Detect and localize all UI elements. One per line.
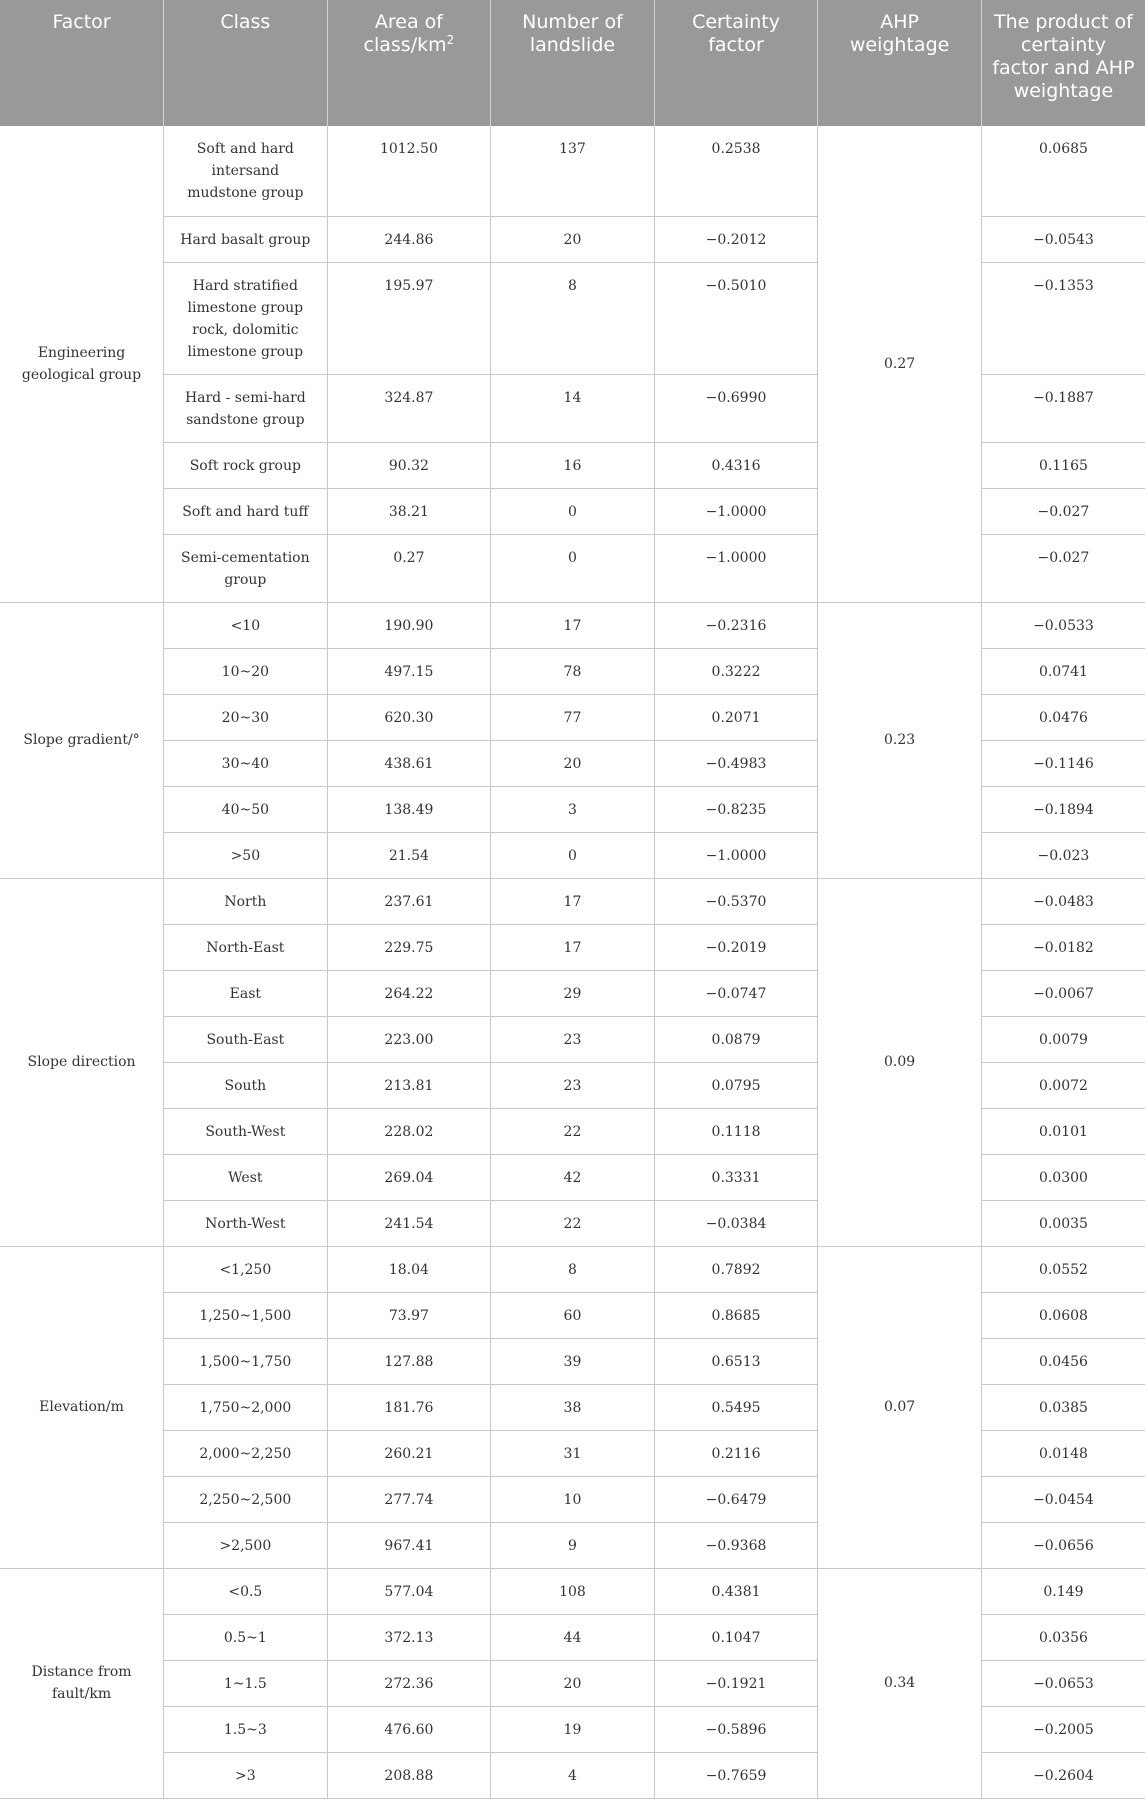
area-cell: 90.32 <box>327 442 491 488</box>
factor-cell: Elevation/m <box>0 1246 164 1568</box>
certainty-factor-cell: 0.3331 <box>654 1154 818 1200</box>
landslide-count-cell: 8 <box>491 1246 655 1292</box>
area-cell: 620.30 <box>327 694 491 740</box>
area-cell: 967.41 <box>327 1522 491 1568</box>
table-body <box>0 126 1145 1798</box>
certainty-factor-cell: −0.9368 <box>654 1522 818 1568</box>
area-cell: 264.22 <box>327 970 491 1016</box>
product-cell: −0.0454 <box>981 1476 1145 1522</box>
certainty-factor-cell: −0.5896 <box>654 1706 818 1752</box>
area-cell: 1012.50 <box>327 126 491 216</box>
area-cell: 127.88 <box>327 1338 491 1384</box>
ahp-weightage-cell: 0.27 <box>818 126 982 602</box>
header-area <box>327 0 491 126</box>
certainty-factor-cell: −0.7659 <box>654 1752 818 1798</box>
certainty-factor-cell: 0.7892 <box>654 1246 818 1292</box>
area-cell: 73.97 <box>327 1292 491 1338</box>
certainty-factor-cell: 0.2116 <box>654 1430 818 1476</box>
certainty-factor-cell: 0.3222 <box>654 648 818 694</box>
factor-cell: Distance from fault/km <box>0 1568 164 1798</box>
landslide-count-cell: 16 <box>491 442 655 488</box>
landslide-count-cell: 22 <box>491 1200 655 1246</box>
class-cell: South-East <box>164 1016 328 1062</box>
class-cell: 2,000~2,250 <box>164 1430 328 1476</box>
class-cell: 40~50 <box>164 786 328 832</box>
landslide-count-cell: 42 <box>491 1154 655 1200</box>
product-cell: −0.027 <box>981 488 1145 534</box>
landslide-count-cell: 23 <box>491 1062 655 1108</box>
class-cell: Hard stratified limestone group rock, dolomitic limestone group <box>164 262 328 374</box>
landslide-count-cell: 22 <box>491 1108 655 1154</box>
product-cell: −0.0483 <box>981 878 1145 924</box>
certainty-factor-cell: 0.0879 <box>654 1016 818 1062</box>
product-cell: 0.0385 <box>981 1384 1145 1430</box>
area-cell: 190.90 <box>327 602 491 648</box>
landslide-count-cell: 108 <box>491 1568 655 1614</box>
class-cell: Semi-cementation group <box>164 534 328 602</box>
landslide-count-cell: 137 <box>491 126 655 216</box>
area-cell: 577.04 <box>327 1568 491 1614</box>
product-cell: 0.0148 <box>981 1430 1145 1476</box>
product-cell: 0.0456 <box>981 1338 1145 1384</box>
product-cell: 0.0608 <box>981 1292 1145 1338</box>
table-row <box>0 1568 1145 1614</box>
certainty-factor-cell: −0.2019 <box>654 924 818 970</box>
product-cell: 0.0101 <box>981 1108 1145 1154</box>
product-cell: −0.023 <box>981 832 1145 878</box>
class-cell: <10 <box>164 602 328 648</box>
class-cell: <0.5 <box>164 1568 328 1614</box>
certainty-factor-cell: 0.4381 <box>654 1568 818 1614</box>
product-cell: 0.0741 <box>981 648 1145 694</box>
landslide-count-cell: 0 <box>491 534 655 602</box>
class-cell: 1,250~1,500 <box>164 1292 328 1338</box>
class-cell: >50 <box>164 832 328 878</box>
certainty-factor-cell: −0.2316 <box>654 602 818 648</box>
class-cell: >2,500 <box>164 1522 328 1568</box>
landslide-count-cell: 20 <box>491 1660 655 1706</box>
table-row <box>0 1246 1145 1292</box>
product-cell: −0.0533 <box>981 602 1145 648</box>
certainty-factor-cell: −1.0000 <box>654 832 818 878</box>
landslide-count-cell: 20 <box>491 740 655 786</box>
area-cell: 438.61 <box>327 740 491 786</box>
factor-cell: Engineering geological group <box>0 126 164 602</box>
landslide-count-cell: 9 <box>491 1522 655 1568</box>
class-cell: South <box>164 1062 328 1108</box>
table-row <box>0 878 1145 924</box>
header-area-superscript: 2 <box>446 33 455 47</box>
header-area-label: Area of class/km <box>363 11 447 56</box>
landslide-count-cell: 0 <box>491 488 655 534</box>
area-cell: 229.75 <box>327 924 491 970</box>
class-cell: 30~40 <box>164 740 328 786</box>
class-cell: 1,500~1,750 <box>164 1338 328 1384</box>
area-cell: 476.60 <box>327 1706 491 1752</box>
certainty-factor-cell: −0.6990 <box>654 374 818 442</box>
certainty-factor-cell: −0.4983 <box>654 740 818 786</box>
class-cell: North-West <box>164 1200 328 1246</box>
landslide-count-cell: 19 <box>491 1706 655 1752</box>
certainty-factor-cell: 0.8685 <box>654 1292 818 1338</box>
product-cell: −0.1894 <box>981 786 1145 832</box>
header-certainty-factor: Certainty factor <box>654 0 818 126</box>
header-ahp-weightage: AHP weightage <box>818 0 982 126</box>
area-cell: 277.74 <box>327 1476 491 1522</box>
ahp-weightage-cell: 0.23 <box>818 602 982 878</box>
header-row <box>0 0 1145 126</box>
header-class: Class <box>164 0 328 126</box>
ahp-weightage-cell: 0.07 <box>818 1246 982 1568</box>
landslide-count-cell: 77 <box>491 694 655 740</box>
landslide-count-cell: 17 <box>491 878 655 924</box>
product-cell: 0.0552 <box>981 1246 1145 1292</box>
area-cell: 237.61 <box>327 878 491 924</box>
product-cell: −0.1146 <box>981 740 1145 786</box>
certainty-factor-cell: −1.0000 <box>654 488 818 534</box>
certainty-factor-cell: 0.1047 <box>654 1614 818 1660</box>
product-cell: −0.0543 <box>981 216 1145 262</box>
landslide-count-cell: 20 <box>491 216 655 262</box>
product-cell: −0.0656 <box>981 1522 1145 1568</box>
certainty-factor-cell: −0.8235 <box>654 786 818 832</box>
certainty-factor-cell: −0.2012 <box>654 216 818 262</box>
area-cell: 272.36 <box>327 1660 491 1706</box>
landslide-count-cell: 39 <box>491 1338 655 1384</box>
product-cell: 0.0356 <box>981 1614 1145 1660</box>
class-cell: 0.5~1 <box>164 1614 328 1660</box>
class-cell: 2,250~2,500 <box>164 1476 328 1522</box>
product-cell: −0.1353 <box>981 262 1145 374</box>
area-cell: 181.76 <box>327 1384 491 1430</box>
product-cell: 0.1165 <box>981 442 1145 488</box>
certainty-factor-cell: 0.1118 <box>654 1108 818 1154</box>
class-cell: <1,250 <box>164 1246 328 1292</box>
product-cell: −0.2604 <box>981 1752 1145 1798</box>
product-cell: −0.0067 <box>981 970 1145 1016</box>
landslide-count-cell: 3 <box>491 786 655 832</box>
product-cell: 0.149 <box>981 1568 1145 1614</box>
class-cell: Soft and hard intersand mudstone group <box>164 126 328 216</box>
class-cell: East <box>164 970 328 1016</box>
certainty-factor-cell: 0.5495 <box>654 1384 818 1430</box>
class-cell: 1~1.5 <box>164 1660 328 1706</box>
product-cell: −0.2005 <box>981 1706 1145 1752</box>
landslide-count-cell: 23 <box>491 1016 655 1062</box>
area-cell: 223.00 <box>327 1016 491 1062</box>
certainty-factor-cell: −0.5370 <box>654 878 818 924</box>
area-cell: 228.02 <box>327 1108 491 1154</box>
area-cell: 213.81 <box>327 1062 491 1108</box>
certainty-factor-cell: −0.6479 <box>654 1476 818 1522</box>
header-product: The product of certainty factor and AHP weightage <box>981 0 1145 126</box>
area-cell: 260.21 <box>327 1430 491 1476</box>
area-cell: 0.27 <box>327 534 491 602</box>
landslide-count-cell: 78 <box>491 648 655 694</box>
area-cell: 372.13 <box>327 1614 491 1660</box>
class-cell: 10~20 <box>164 648 328 694</box>
certainty-factor-cell: −0.5010 <box>654 262 818 374</box>
landslide-count-cell: 8 <box>491 262 655 374</box>
certainty-factor-cell: 0.4316 <box>654 442 818 488</box>
class-cell: Soft and hard tuff <box>164 488 328 534</box>
landslide-count-cell: 14 <box>491 374 655 442</box>
landslide-count-cell: 17 <box>491 602 655 648</box>
certainty-factor-cell: −0.1921 <box>654 1660 818 1706</box>
certainty-factor-cell: −0.0747 <box>654 970 818 1016</box>
area-cell: 241.54 <box>327 1200 491 1246</box>
factor-cell: Slope gradient/° <box>0 602 164 878</box>
ahp-weightage-cell: 0.09 <box>818 878 982 1246</box>
certainty-factor-cell: 0.2538 <box>654 126 818 216</box>
area-cell: 38.21 <box>327 488 491 534</box>
ahp-weightage-cell: 0.34 <box>818 1568 982 1798</box>
certainty-factor-cell: 0.0795 <box>654 1062 818 1108</box>
area-cell: 18.04 <box>327 1246 491 1292</box>
class-cell: Hard basalt group <box>164 216 328 262</box>
class-cell: 20~30 <box>164 694 328 740</box>
area-cell: 208.88 <box>327 1752 491 1798</box>
class-cell: South-West <box>164 1108 328 1154</box>
landslide-count-cell: 29 <box>491 970 655 1016</box>
product-cell: 0.0079 <box>981 1016 1145 1062</box>
area-cell: 138.49 <box>327 786 491 832</box>
product-cell: 0.0300 <box>981 1154 1145 1200</box>
certainty-factor-cell: −1.0000 <box>654 534 818 602</box>
landslide-count-cell: 38 <box>491 1384 655 1430</box>
area-cell: 195.97 <box>327 262 491 374</box>
area-cell: 21.54 <box>327 832 491 878</box>
class-cell: 1,750~2,000 <box>164 1384 328 1430</box>
header-factor: Factor <box>0 0 164 126</box>
area-cell: 269.04 <box>327 1154 491 1200</box>
class-cell: 1.5~3 <box>164 1706 328 1752</box>
table-row <box>0 126 1145 216</box>
header-landslides: Number of landslide <box>491 0 655 126</box>
product-cell: 0.0035 <box>981 1200 1145 1246</box>
table-header <box>0 0 1145 126</box>
landslide-count-cell: 4 <box>491 1752 655 1798</box>
product-cell: −0.0653 <box>981 1660 1145 1706</box>
landslide-count-cell: 17 <box>491 924 655 970</box>
class-cell: West <box>164 1154 328 1200</box>
certainty-factor-cell: 0.2071 <box>654 694 818 740</box>
landslide-count-cell: 44 <box>491 1614 655 1660</box>
product-cell: 0.0685 <box>981 126 1145 216</box>
table-row <box>0 602 1145 648</box>
product-cell: 0.0476 <box>981 694 1145 740</box>
product-cell: −0.1887 <box>981 374 1145 442</box>
area-cell: 497.15 <box>327 648 491 694</box>
factor-cell: Slope direction <box>0 878 164 1246</box>
area-cell: 324.87 <box>327 374 491 442</box>
landslide-count-cell: 60 <box>491 1292 655 1338</box>
class-cell: Soft rock group <box>164 442 328 488</box>
class-cell: North <box>164 878 328 924</box>
landslide-count-cell: 0 <box>491 832 655 878</box>
area-cell: 244.86 <box>327 216 491 262</box>
landslide-count-cell: 31 <box>491 1430 655 1476</box>
landslide-count-cell: 10 <box>491 1476 655 1522</box>
product-cell: −0.027 <box>981 534 1145 602</box>
certainty-factor-cell: 0.6513 <box>654 1338 818 1384</box>
class-cell: >3 <box>164 1752 328 1798</box>
class-cell: North-East <box>164 924 328 970</box>
class-cell: Hard - semi-hard sandstone group <box>164 374 328 442</box>
product-cell: −0.0182 <box>981 924 1145 970</box>
certainty-factor-cell: −0.0384 <box>654 1200 818 1246</box>
product-cell: 0.0072 <box>981 1062 1145 1108</box>
